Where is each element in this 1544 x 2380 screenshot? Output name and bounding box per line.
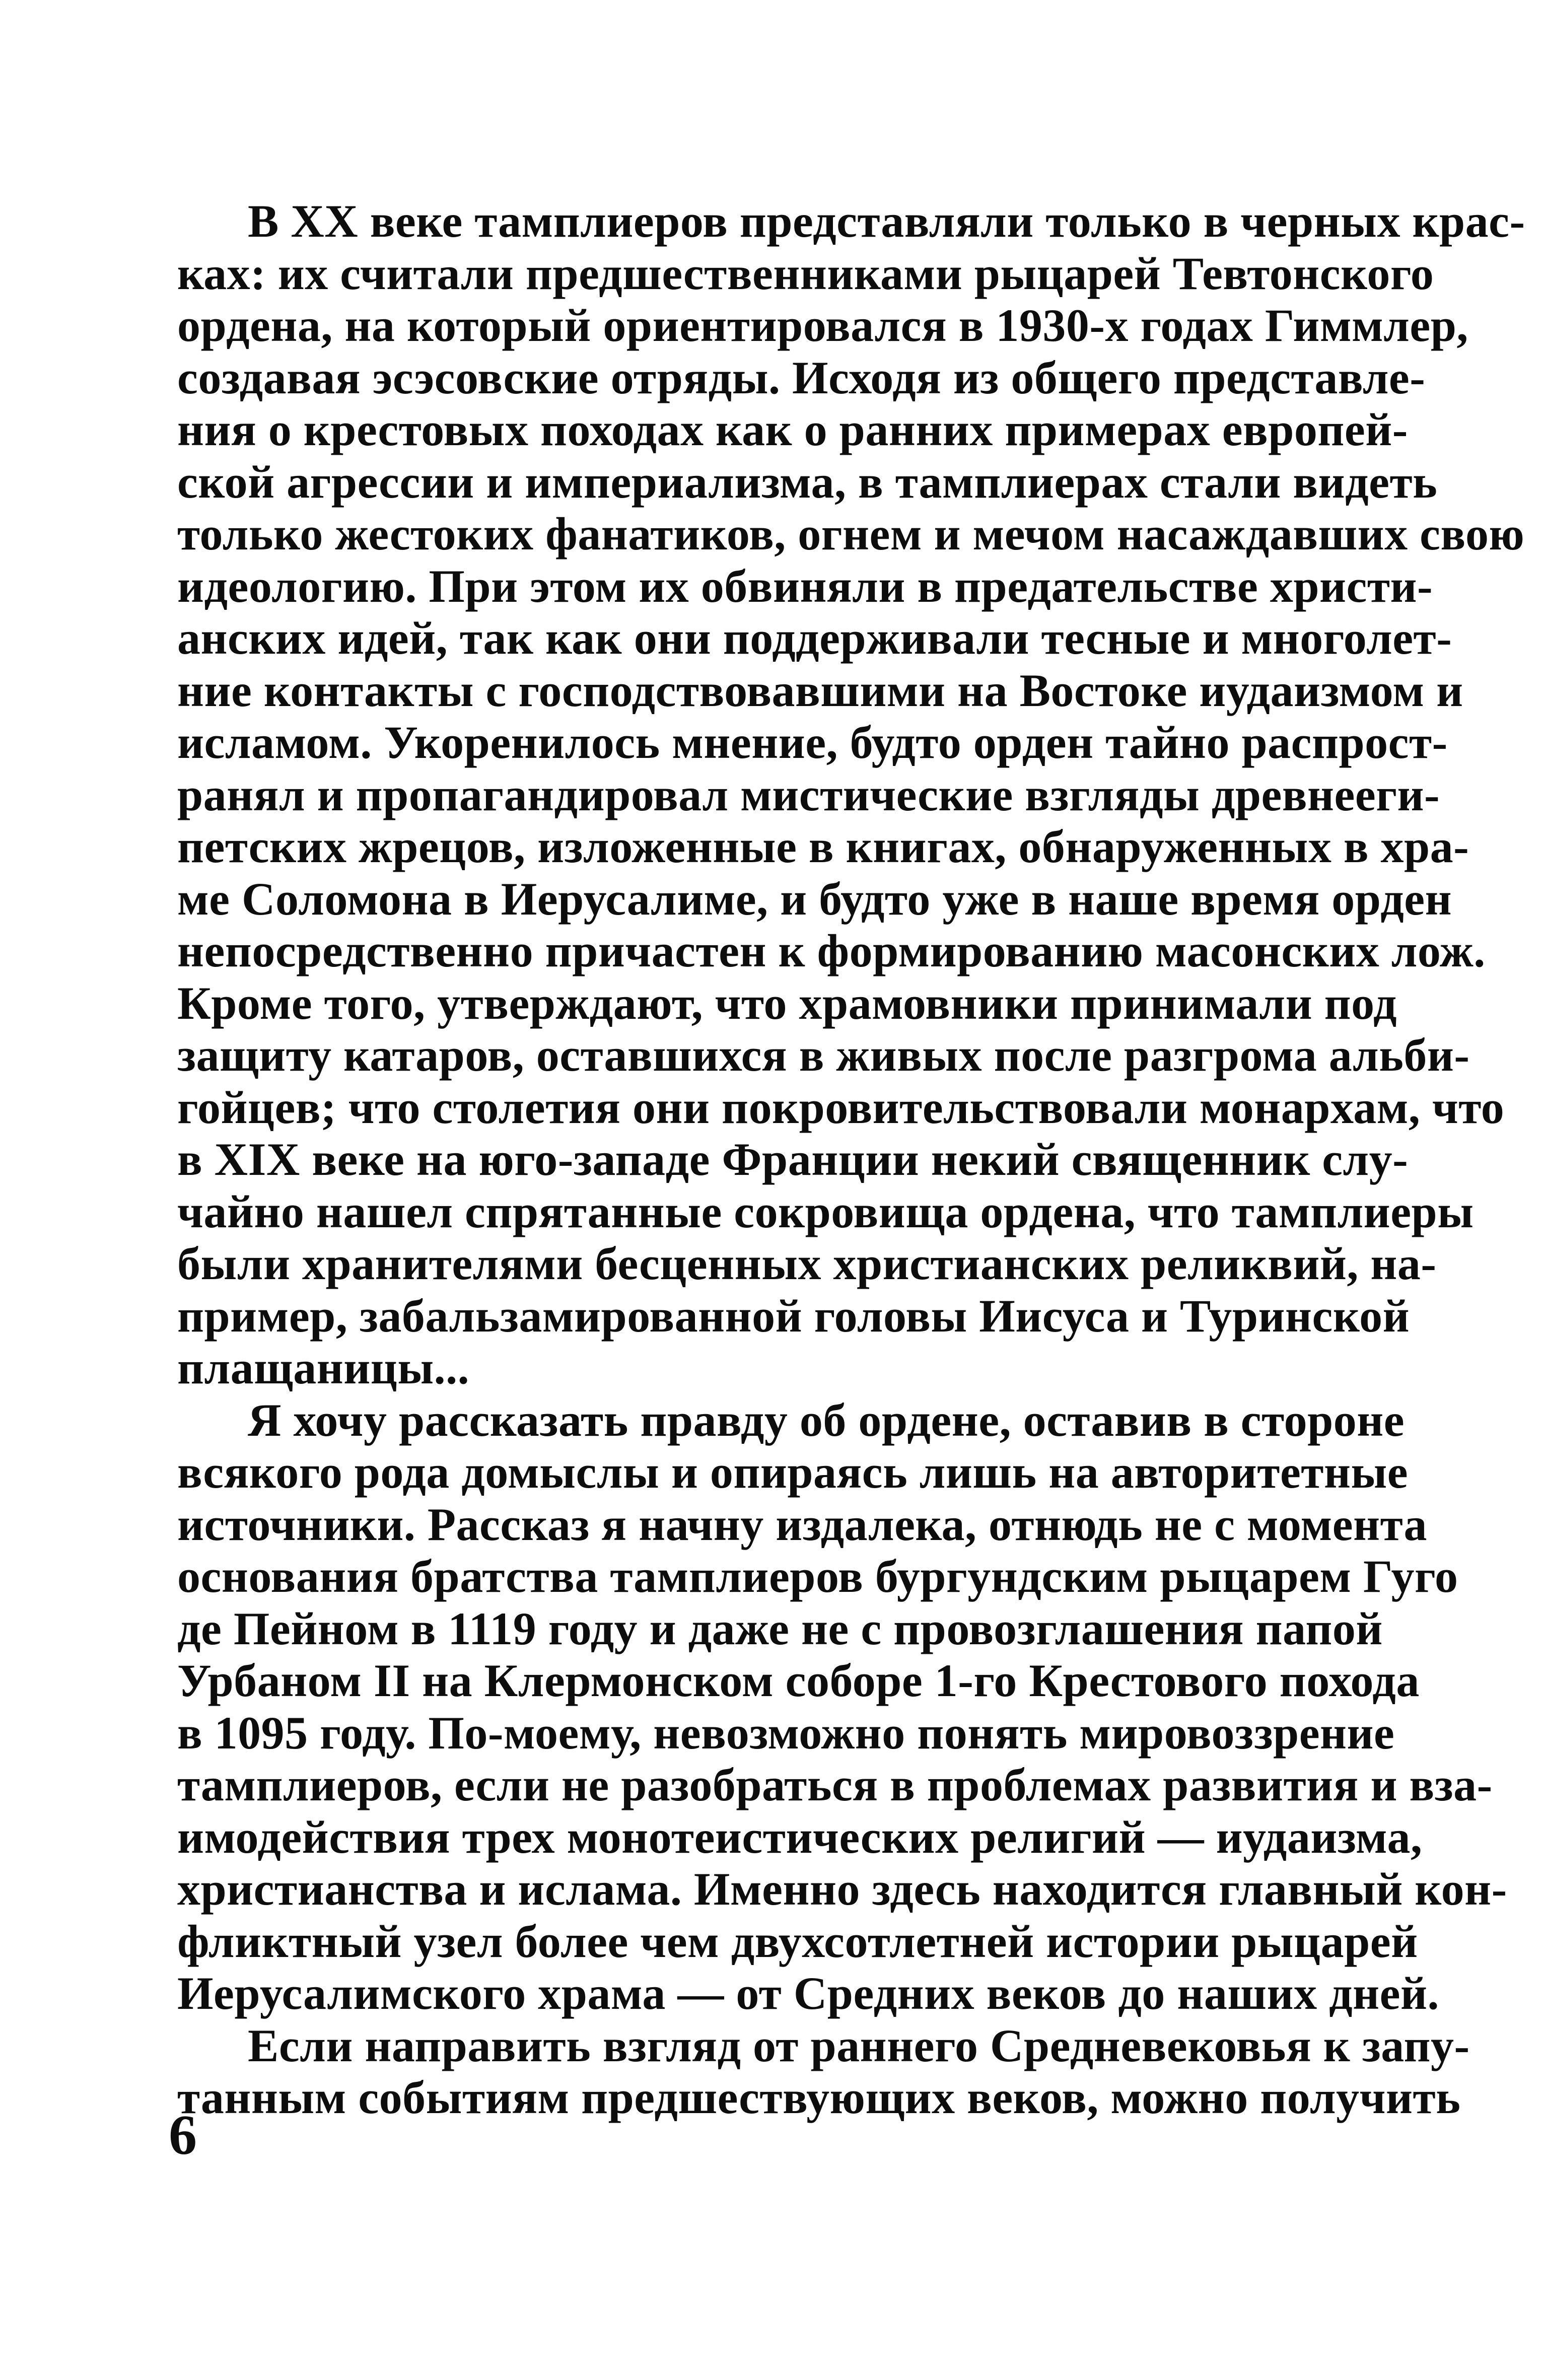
text-line: создавая эсэсовские отряды. Исходя из общего представле- (177, 352, 1426, 403)
text-line: пример, забальзамированной головы Иисуса и Туринской (177, 1290, 1410, 1342)
text-line: были хранителями бесценных христианских реликвий, на- (177, 1238, 1437, 1289)
text-line: Иерусалимского храма — от Средних веков до наших дней. (177, 1968, 1439, 2019)
text-line: ранял и пропагандировал мистические взгляды древнееги- (177, 768, 1440, 820)
text-line: защиту катаров, оставшихся в живых после разгрома альби- (177, 1029, 1470, 1081)
text-line: источники. Рассказ я начну издалека, отнюдь не с момента (177, 1498, 1427, 1550)
text-line: в XIX веке на юго-западе Франции некий священник слу- (177, 1134, 1409, 1185)
text-line: ордена, на который ориентировался в 1930-х годах Гиммлер, (177, 300, 1468, 351)
text-line: ние контакты с господствовавшими на Востоке иудаизмом и (177, 664, 1463, 716)
text-line: основания братства тамплиеров бургундским рыцарем Гуго (177, 1551, 1458, 1602)
paragraph (177, 2019, 1470, 2124)
paragraph (177, 195, 1525, 1394)
text-line: всякого рода домыслы и опираясь лишь на авторитетные (177, 1446, 1409, 1498)
body-text (177, 195, 1525, 2124)
text-line: гойцев; что столетия они покровительствовали монархам, что (177, 1081, 1505, 1133)
text-line: чайно нашел спрятанные сокровища ордена, что тамплиеры (177, 1185, 1474, 1237)
text-line: тамплиеров, если не разобраться в проблемах развития и вза- (177, 1759, 1493, 1810)
text-line: непосредственно причастен к формированию масонских лож. (177, 925, 1486, 976)
text-line: танным событиям предшествующих веков, можно получить (177, 2072, 1461, 2123)
text-line: Урбаном II на Клермонском соборе 1-го Крестового похода (177, 1655, 1420, 1706)
text-line: Если направить взгляд от раннего Средневековья к запу- (248, 2019, 1470, 2071)
text-line: ния о крестовых походах как о ранних примерах европей- (177, 404, 1408, 455)
text-line: де Пейном в 1119 году и даже не с провозглашения папой (177, 1602, 1383, 1654)
text-line: Я хочу рассказать правду об ордене, оставив в стороне (248, 1394, 1405, 1446)
text-line: имодействия трех монотеистических религий — иудаизма, (177, 1811, 1423, 1863)
text-line: Кроме того, утверждают, что храмовники принимали под (177, 977, 1397, 1029)
text-line: в 1095 году. По-моему, невозможно понять мировоззрение (177, 1707, 1395, 1759)
text-line: только жестоких фанатиков, огнем и мечом насаждавших свою (177, 508, 1525, 559)
text-line: фликтный узел более чем двухсотлетней истории рыцарей (177, 1915, 1418, 1967)
text-line: петских жрецов, изложенные в книгах, обнаруженных в хра- (177, 821, 1469, 872)
text-line: ме Соломона в Иерусалиме, и будто уже в наше время орден (177, 873, 1452, 925)
page-number: 6 (169, 2104, 197, 2166)
text-line: ках: их считали предшественниками рыцарей Тевтонского (177, 247, 1434, 299)
text-line: ской агрессии и империализма, в тамплиерах стали видеть (177, 456, 1438, 508)
text-line: христианства и ислама. Именно здесь находится главный кон- (177, 1863, 1507, 1915)
text-line: идеологию. При этом их обвиняли в предательстве христи- (177, 560, 1433, 612)
text-line: анских идей, так как они поддерживали тесные и многолет- (177, 612, 1452, 664)
paragraph (177, 1394, 1507, 2020)
text-line: В XX веке тамплиеров представляли только в черных крас- (248, 195, 1525, 247)
text-line: плащаницы... (177, 1342, 470, 1393)
text-line: исламом. Укоренилось мнение, будто орден тайно распрост- (177, 717, 1448, 768)
